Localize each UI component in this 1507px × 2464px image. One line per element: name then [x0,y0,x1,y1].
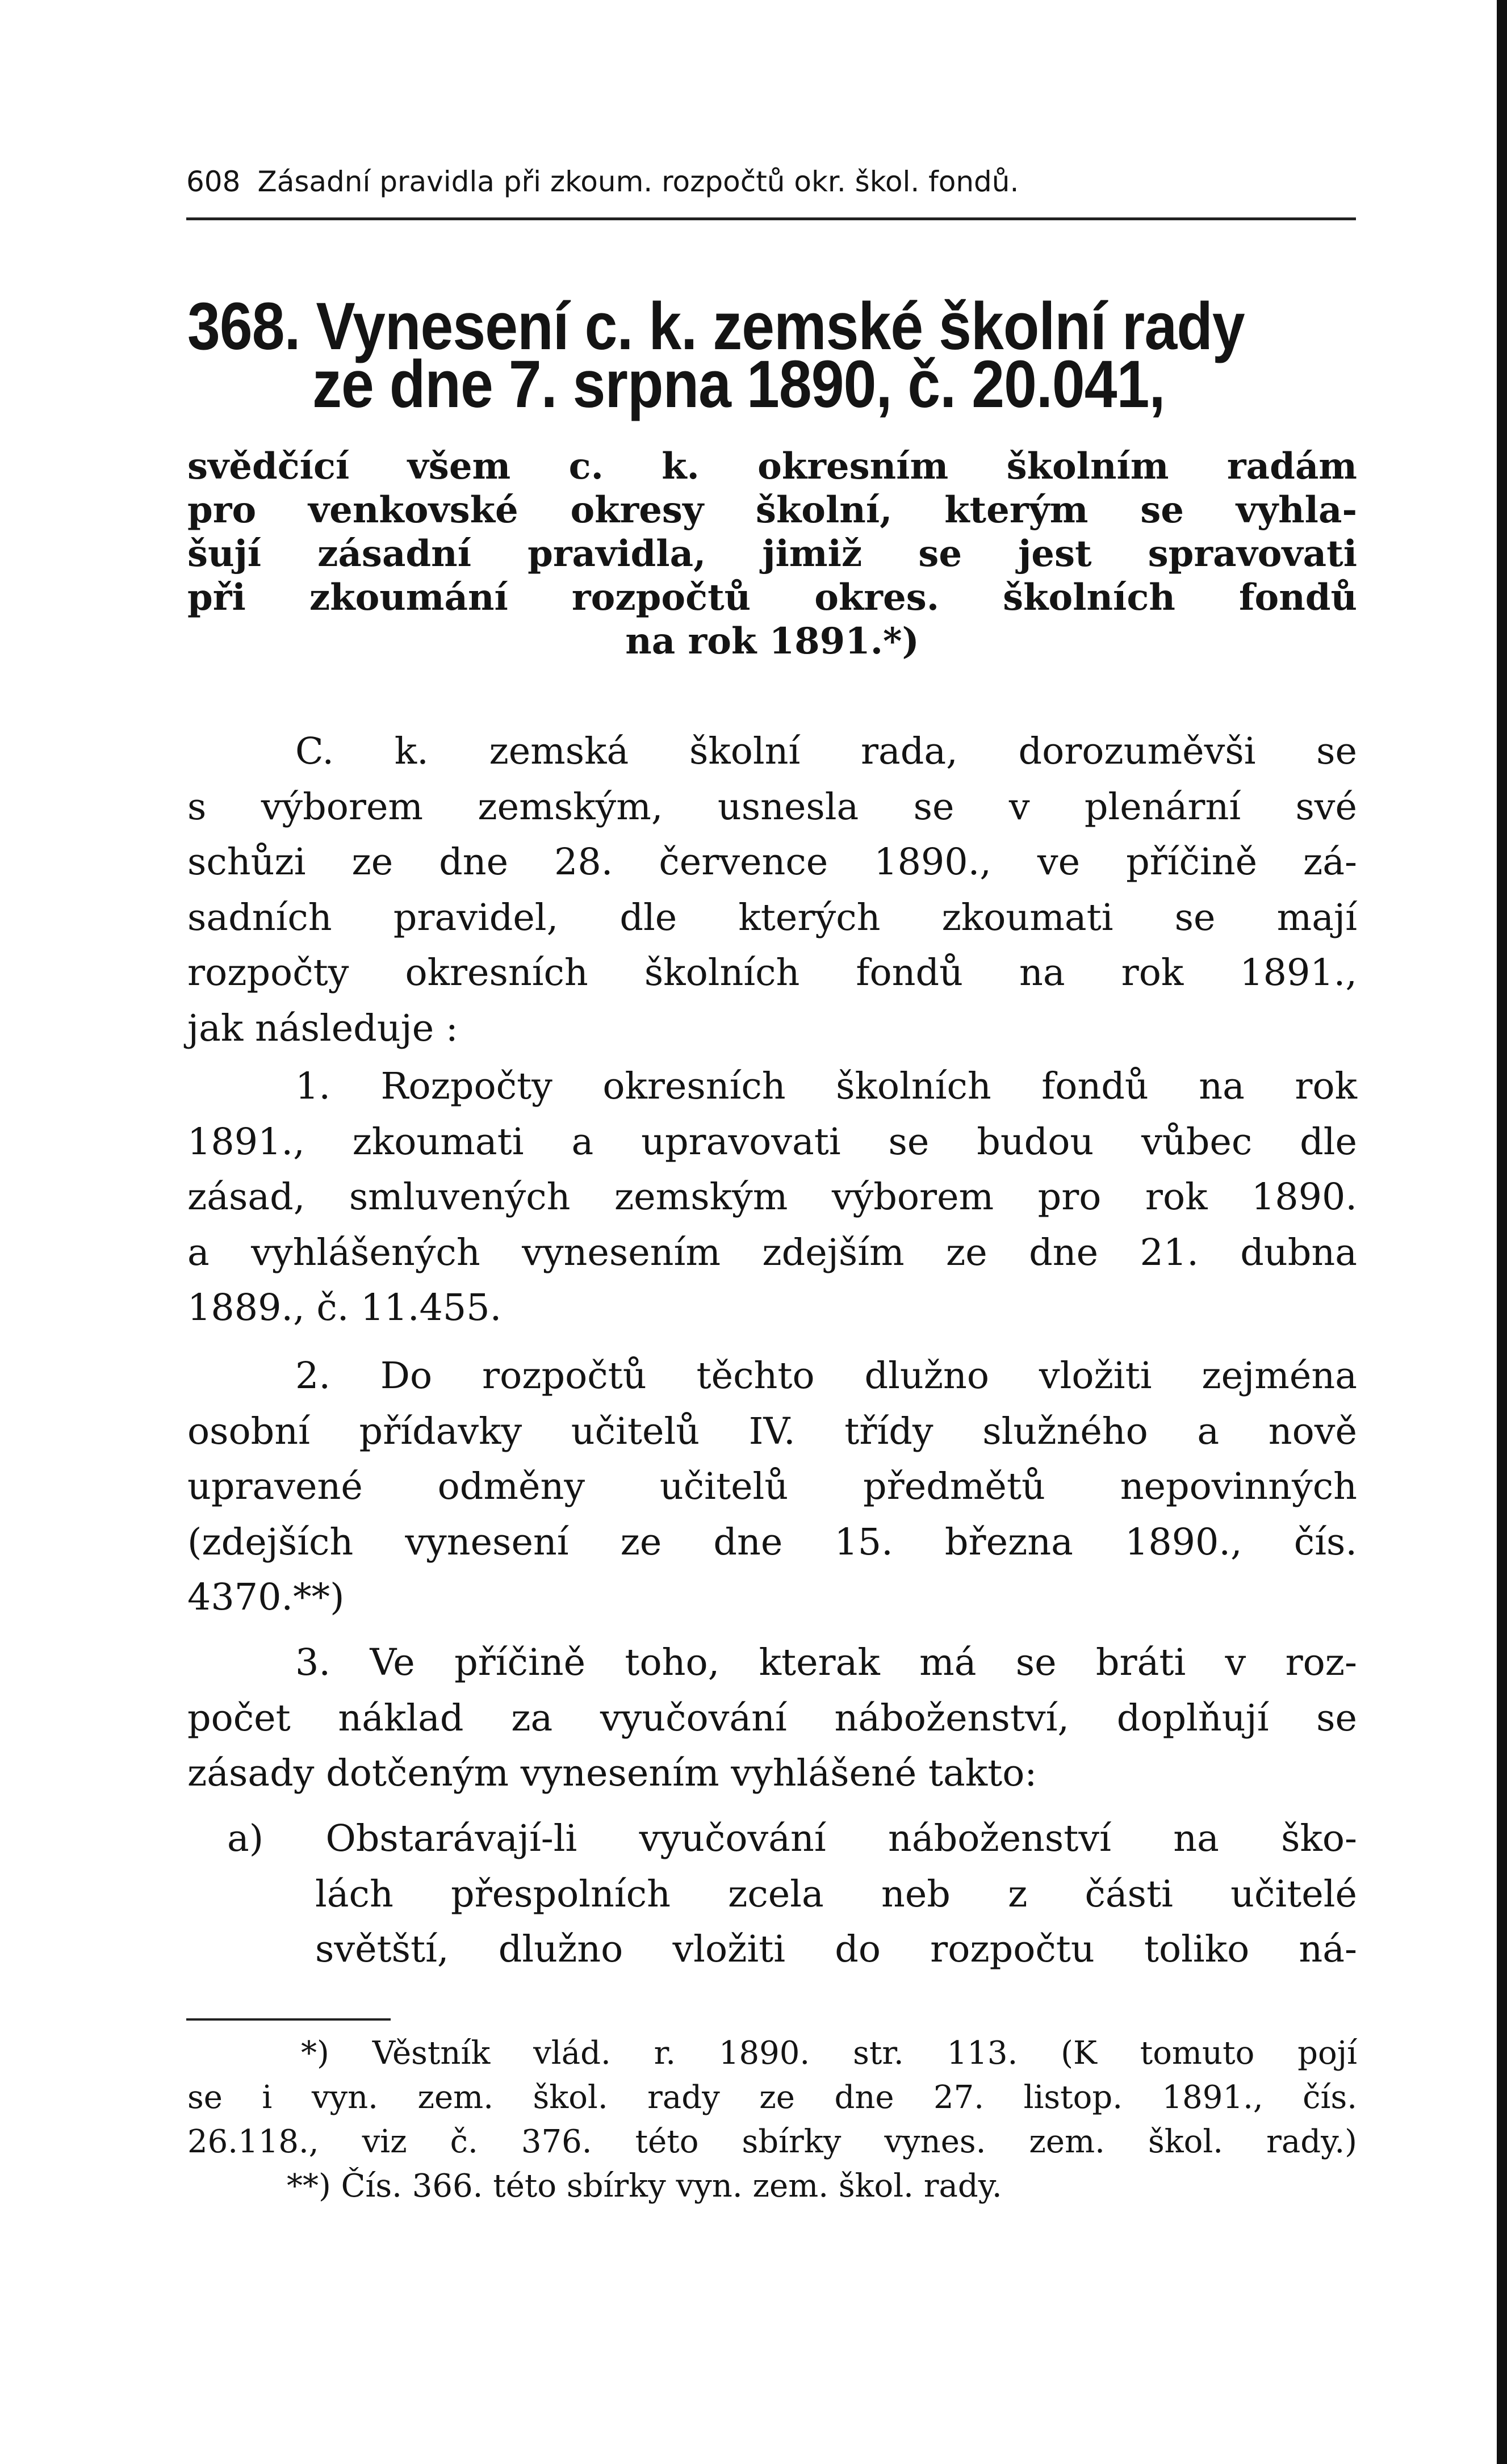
running-header [186,156,1356,207]
footnote-line: **) Čís. 366. této sbírky vyn. zem. škol. rady. [287,2168,1002,2205]
text-line: zásady dotčeným vynesením vyhlášené takto: [187,1752,1037,1795]
text-line: (zdejších vynesení ze dne 15. března 1890., čís. [187,1520,1357,1564]
text-line: světští, dlužno vložiti do rozpočtu toliko ná- [315,1928,1357,1971]
text-line: 1889., č. 11.455. [187,1287,502,1329]
subtitle-line: svědčící všem c. k. okresním školním radám [187,445,1357,488]
decree-subtitle [187,445,1357,663]
text-line: jak následuje : [187,1007,458,1050]
subtitle-line: šují zásadní pravidla, jimiž se jest spravovati [187,533,1357,575]
decree-title-line-1: 368. Vynesení c. k. zemské školní rady [187,289,1245,364]
text-line: 4370.**) [187,1576,345,1619]
text-line: lách přespolních zcela neb z části učitelé [315,1872,1357,1916]
item-a-paragraph [227,1811,1357,1977]
footnote-line: se i vyn. zem. škol. rady ze dne 27. listop. 1891., čís. [187,2079,1357,2116]
footnote-rule [186,2018,391,2021]
text-line: zásad, smluvených zemským výborem pro rok 1890. [187,1176,1357,1218]
text-line: a) Obstarávají-li vyučování náboženství na ško- [227,1817,1357,1860]
text-line: C. k. zemská školní rada, dorozuměvši se [295,730,1357,773]
text-line: 1. Rozpočty okresních školních fondů na rok [295,1065,1357,1108]
text-line: rozpočty okresních školních fondů na rok 1891., [187,952,1357,994]
text-line: osobní přídavky učitelů IV. třídy služného a nově [187,1410,1357,1453]
footnote-line: *) Věstník vlád. r. 1890. str. 113. (K tomuto pojí [301,2035,1357,2072]
text-line: 3. Ve příčině toho, kterak má se bráti v roz- [295,1641,1357,1684]
point-3-paragraph [187,1635,1357,1801]
footnotes [187,2031,1357,2209]
text-line: upravené odměny učitelů předmětů nepovinných [187,1465,1357,1508]
text-line: s výborem zemským, usnesla se v plenární své [187,785,1357,828]
subtitle-line: pro venkovské okresy školní, kterým se vyhla- [187,489,1357,531]
text-line: schůzi ze dne 28. července 1890., ve příčině zá- [187,841,1357,883]
footnote-line: 26.118., viz č. 376. této sbírky vynes. zem. škol. rady.) [187,2123,1357,2160]
running-title: Zásadní pravidla při zkoum. rozpočtů okr. škol. fondů. [257,165,1019,198]
text-line: 1891., zkoumati a upravovati se budou vůbec dle [187,1120,1357,1163]
point-2-paragraph [187,1348,1357,1625]
text-line: počet náklad za vyučování náboženství, doplňují se [187,1696,1357,1740]
text-line: sadních pravidel, dle kterých zkoumati se mají [187,896,1357,939]
subtitle-line: na rok 1891.*) [625,620,919,663]
point-1-paragraph [187,1059,1357,1336]
text-line: 2. Do rozpočtů těchto dlužno vložiti zejména [295,1355,1357,1397]
page-number: 608 [186,165,241,198]
header-rule [186,217,1356,220]
intro-paragraph [187,724,1357,1056]
text-line: a vyhlášených vynesením zdejším ze dne 21. dubna [187,1231,1357,1274]
subtitle-line: při zkoumání rozpočtů okres. školních fondů [187,576,1357,619]
decree-title-line-2: ze dne 7. srpna 1890, č. 20.041, [312,347,1165,422]
